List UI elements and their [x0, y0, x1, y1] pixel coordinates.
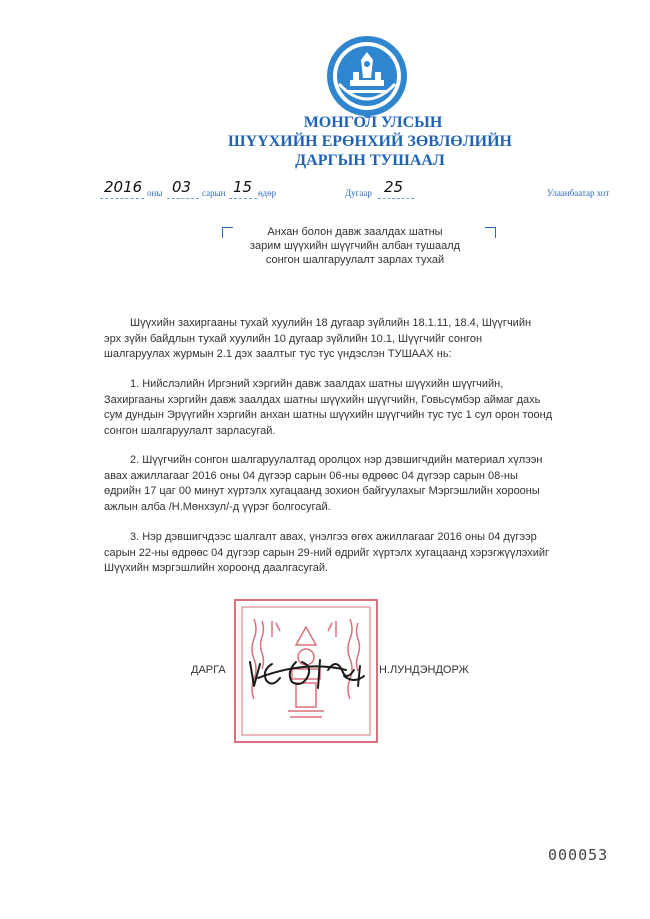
preamble-paragraph: Шүүхийн захиргааны тухай хуулийн 18 дугаар зүйлийн 18.1.11, 18.4, Шүүгчийн эрх зүйн байдлын тухай хуулийн 10 дугаар зүйлийн 10.1, Шүүгчийг сонгон шалгаруулах журмын 2.1 дэх заалтыг тус тус үндэслэн ТУШААХ нь:: [104, 317, 532, 360]
number-value: 25: [384, 178, 404, 196]
year-value: 2016: [104, 178, 143, 196]
order-subject: [215, 225, 495, 267]
subject-line-3: сонгон шалгаруулалт зарлах тухай: [265, 254, 445, 266]
subject-line-2: зарим шүүхийн шүүгчийн албан тушаалд: [249, 240, 461, 252]
day-underline: [229, 198, 257, 199]
signatory-name: Н.ЛУНДЭНДОРЖ: [379, 664, 469, 676]
signatory-title: ДАРГА: [191, 664, 226, 676]
city-label: Улаанбаатар хот: [547, 188, 610, 198]
day-value: 15: [233, 178, 253, 196]
number-label: Дугаар: [345, 188, 372, 198]
state-emblem-icon: [325, 34, 409, 118]
order-item-1: 1. Нийслэлийн Иргэний хэргийн давж заалдах шатны шүүхийн шүүгчийн, Захиргааны хэргийн давж заалдах шатны шүүхийн шүүгчийн, Говьсүмбэр аймаг дахь сум дундын Эрүүгийн хэргийн анхан шатны шүүхийн шүүгчийн тус тус 1 сул орон тоонд сонгон шалгаруулалт зарласугай.: [104, 378, 553, 437]
year-underline: [100, 198, 144, 199]
day-label: өдөр: [258, 188, 277, 198]
order-item-3: 3. Нэр дэвшигчдээс шалгалт авах, үнэлгээ өгөх ажиллагааг 2016 оны 04 дүгээр сарын 22-ны өдрөөс 04 дүгээр сарын 29-ний өдрийг хүртэлх хугацаанд хэрэгжүүлэхийг Шүүхийн мэргэшлийн хороонд даалгасугай.: [104, 531, 550, 574]
month-label: сарын: [202, 188, 226, 198]
handwritten-signature: [236, 640, 396, 700]
month-underline: [167, 198, 199, 199]
subject-line-1: Анхан болон давж заалдах шатны: [267, 226, 443, 238]
org-line-1: МОНГОЛ УЛСЫН: [303, 114, 443, 131]
document-header: [220, 113, 520, 170]
org-line-2: ШҮҮХИЙН ЕРӨНХИЙ ЗӨВЛӨЛИЙН: [228, 133, 512, 150]
number-underline: [378, 198, 414, 199]
document-serial-number: 000053: [548, 846, 609, 864]
date-number-line: [0, 178, 650, 202]
order-item-2: 2. Шүүгчийн сонгон шалгаруулалтад оролцох нэр дэвшигчдийн материал хүлээн авах ажиллагааг 2016 оны 04 дүгээр сарын 06-ны өдрөөс 04 дүгээр сарын 08-ны өдрийн 17 цаг 00 минут хүртэлх хугацаанд зохион байгуулахыг Мэргэшлийн хорооны ажлын алба /Н.Мөнхзул/-д үүрэг болгосугай.: [104, 454, 543, 513]
document-type: ДАРГЫН ТУШААЛ: [295, 152, 445, 169]
month-value: 03: [172, 178, 192, 196]
year-label: оны: [147, 188, 163, 198]
